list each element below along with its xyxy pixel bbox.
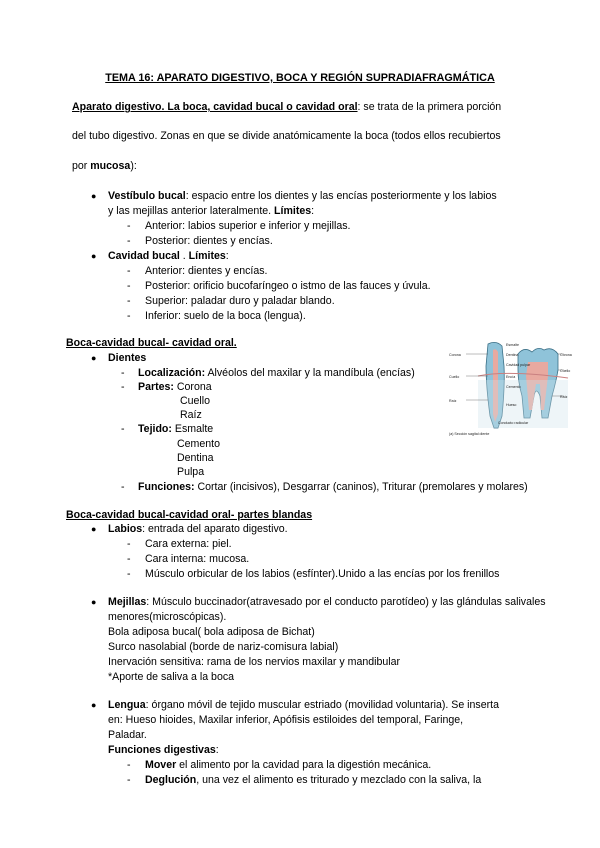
bullet-icon: ● [91, 251, 97, 261]
intro-line-1 [72, 101, 501, 113]
figure-label: Corona [449, 353, 461, 357]
list-item: Músculo orbicular de los labios (esfínter).Unido a las encías por los frenillos [145, 568, 500, 580]
mejillas-detail: Bola adiposa bucal( bola adiposa de Bichat) [108, 626, 315, 638]
intro-text-1: : se trata de la primera porción [357, 101, 502, 113]
tejido-item: Cemento [177, 438, 220, 450]
labios-line: Labios: entrada del aparato digestivo. [108, 523, 288, 535]
list-item: Anterior: labios superior e inferior y mejillas. [145, 220, 351, 232]
cavidad-line-1: Cavidad bucal . Límites: [108, 250, 229, 262]
tejido-line: Tejido: Esmalte [138, 423, 214, 435]
tejido-item: Pulpa [177, 466, 205, 478]
tejido-item: Dentina [177, 452, 214, 464]
dash-icon: - [127, 553, 131, 565]
funciones-digestivas-heading: Funciones digestivas: [108, 744, 219, 756]
dash-icon: - [121, 481, 125, 493]
figure-label: Raíz [449, 399, 457, 403]
list-item: Cara interna: mucosa. [145, 553, 250, 565]
deglucion-line: Deglución, una vez el alimento es triturado y mezclado con la saliva, la [145, 774, 482, 786]
figure-label: Cuello [449, 375, 460, 379]
mover-line: Mover el alimento por la cavidad para la digestión mecánica. [145, 759, 432, 771]
bullet-icon: ● [91, 353, 97, 363]
dash-icon: - [127, 220, 131, 232]
tooth-diagram [448, 336, 574, 438]
bullet-icon: ● [91, 597, 97, 607]
intro-heading: Aparato digestivo. La boca, cavidad bucal o cavidad oral [72, 101, 358, 113]
mejillas-detail: Inervación sensitiva: rama de los nervios maxilar y mandibular [108, 656, 401, 668]
figure-label: Cuello [560, 369, 571, 373]
partes-item: Cuello [180, 395, 211, 407]
figure-label: Hueso [506, 403, 517, 407]
bullet-icon: ● [91, 191, 97, 201]
dash-icon: - [127, 568, 131, 580]
dash-icon: - [127, 310, 131, 322]
bullet-icon: ● [91, 700, 97, 710]
bullet-icon: ● [91, 524, 97, 534]
dash-icon: - [127, 774, 131, 786]
mejillas-detail: Surco nasolabial (borde de nariz-comisura labial) [108, 641, 339, 653]
dash-icon: - [127, 280, 131, 292]
figure-label: Esmalte [506, 343, 519, 347]
dash-icon: - [127, 538, 131, 550]
list-item: Inferior: suelo de la boca (lengua). [145, 310, 306, 322]
list-item: Anterior: dientes y encías. [145, 265, 268, 277]
list-item: Posterior: dientes y encías. [145, 235, 273, 247]
list-item: Superior: paladar duro y paladar blando. [145, 295, 335, 307]
figure-label: Cavidad pulpar [506, 363, 531, 367]
section-heading-dientes: Boca-cavidad bucal- cavidad oral. [66, 337, 237, 349]
dash-icon: - [121, 367, 125, 379]
dash-icon: - [127, 265, 131, 277]
vestibulo-line-1: Vestíbulo bucal: espacio entre los dientes y las encías posteriormente y los labios [108, 190, 497, 202]
dash-icon: - [127, 235, 131, 247]
dash-icon: - [127, 295, 131, 307]
figure-label: Cemento [506, 385, 521, 389]
tooth-diagram-svg [448, 336, 574, 438]
lengua-line-3: Paladar. [108, 729, 147, 741]
mejillas-detail: menores(microscópicas). [108, 611, 227, 623]
vestibulo-line-2: y las mejillas anterior lateralmente. Límites: [108, 205, 315, 217]
list-item: Cara externa: piel. [145, 538, 232, 550]
figure-label: Raíz [560, 395, 568, 399]
dash-icon: - [121, 381, 125, 393]
intro-line-3: por mucosa): [72, 160, 137, 172]
figure-label: Dentina [506, 353, 519, 357]
figure-label: Encía [506, 375, 516, 379]
section-heading-partes-blandas: Boca-cavidad bucal-cavidad oral- partes blandas [66, 509, 313, 521]
localizacion-line: Localización: Alvéolos del maxilar y la mandíbula (encías) [138, 367, 415, 379]
partes-line: Partes: Corona [138, 381, 212, 393]
dash-icon: - [127, 759, 131, 771]
funciones-line: Funciones: Cortar (incisivos), Desgarrar (caninos), Triturar (premolares y molares) [138, 481, 528, 493]
mejillas-detail: *Aporte de saliva a la boca [108, 671, 235, 683]
dash-icon: - [121, 423, 125, 435]
figure-caption: (a) Sección sagital diente [449, 432, 490, 436]
partes-item: Raíz [180, 409, 202, 421]
lengua-line-2: en: Hueso hioides, Maxilar inferior, Apófisis estiloides del temporal, Faringe, [108, 714, 464, 726]
figure-label: Conducto radicular [498, 421, 529, 425]
intro-line-2: del tubo digestivo. Zonas en que se divide anatómicamente la boca (todos ellos recubiertos [72, 130, 501, 142]
figure-label: Corona [560, 353, 572, 357]
lengua-line: Lengua: órgano móvil de tejido muscular estriado (movilidad voluntaria). Se inserta [108, 699, 499, 711]
list-item: Posterior: orificio bucofaríngeo o istmo de las fauces y úvula. [145, 280, 431, 292]
page-title: TEMA 16: APARATO DIGESTIVO, BOCA Y REGIÓN SUPRADIAFRAGMÁTICA [105, 72, 495, 84]
dientes-label: Dientes [108, 352, 147, 364]
mejillas-line: Mejillas: Músculo buccinador(atravesado por el conducto parotídeo) y las glándulas salivales [108, 596, 546, 608]
